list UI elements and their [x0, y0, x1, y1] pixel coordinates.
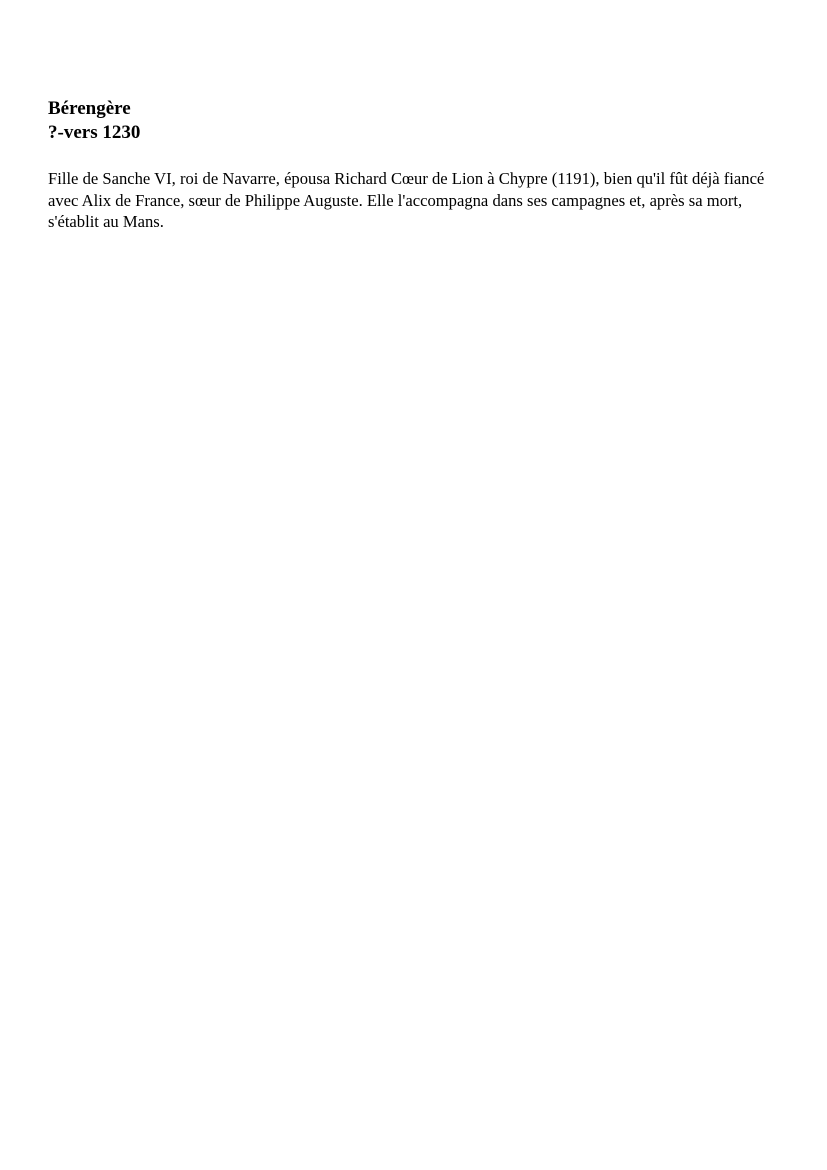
entry-paragraph: Fille de Sanche VI, roi de Navarre, épousa Richard Cœur de Lion à Chypre (1191), bien qu'il fût déjà fiancé avec Alix de France, sœur de Philippe Auguste. Elle l'accompagna dans ses campagnes et, après sa mort, s'établit au Mans.	[48, 169, 765, 231]
entry-content	[48, 97, 783, 233]
entry-dates: ?-vers 1230	[48, 122, 141, 143]
entry-title: Bérengère	[48, 98, 131, 119]
